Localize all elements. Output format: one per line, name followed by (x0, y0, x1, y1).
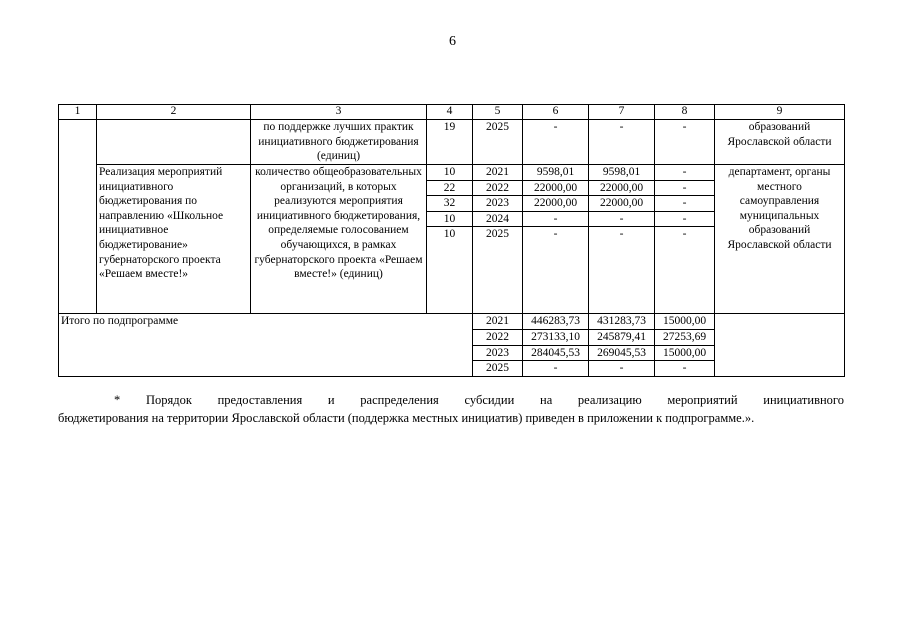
header-cell-7: 7 (589, 105, 655, 120)
executor-cell: департамент, органы местного самоуправления муниципальных образований Ярославской области (715, 165, 845, 314)
amount-cell: 269045,53 (589, 345, 655, 361)
amount-cell: 431283,73 (589, 314, 655, 330)
amount-cell: - (589, 227, 655, 314)
amount-cell: 446283,73 (523, 314, 589, 330)
year-cell: 2025 (473, 120, 523, 165)
amount-cell: - (655, 361, 715, 377)
total-label: Итого по подпрограмме (59, 314, 473, 376)
value-cell: 22 (427, 180, 473, 196)
header-cell-9: 9 (715, 105, 845, 120)
year-cell: 2021 (473, 314, 523, 330)
amount-cell: 27253,69 (655, 329, 715, 345)
activity-name-cell: Реализация мероприятий инициативного бюджетирования по направлению «Школьное инициативное бюджетирование» губернаторского проекта «Решаем вместе!» (97, 165, 251, 314)
amount-cell: 22000,00 (523, 196, 589, 212)
amount-cell: - (589, 120, 655, 165)
header-cell-6: 6 (523, 105, 589, 120)
year-cell: 2023 (473, 196, 523, 212)
footnote-line-1: * Порядок предоставления и распределения субсидии на реализацию мероприятий инициативного (114, 393, 844, 407)
value-cell: 10 (427, 227, 473, 314)
amount-cell: - (655, 120, 715, 165)
footnote-continuation: бюджетирования на территории Ярославской области (поддержка местных инициатив) приведен в приложении к подпрограмме.». (58, 411, 755, 425)
empty-number-cell (59, 120, 97, 314)
amount-cell: 273133,10 (523, 329, 589, 345)
amount-cell: 9598,01 (589, 165, 655, 181)
subprogram-table (58, 104, 845, 377)
amount-cell: - (523, 120, 589, 165)
header-cell-1: 1 (59, 105, 97, 120)
empty-cell (97, 120, 251, 165)
amount-cell: 15000,00 (655, 345, 715, 361)
year-cell: 2022 (473, 180, 523, 196)
header-cell-8: 8 (655, 105, 715, 120)
header-row (59, 105, 845, 120)
amount-cell: - (655, 196, 715, 212)
amount-cell: - (655, 165, 715, 181)
amount-cell: 245879,41 (589, 329, 655, 345)
total-row (59, 314, 845, 330)
executor-cell: образований Ярославской области (715, 120, 845, 165)
empty-cell (715, 314, 845, 376)
amount-cell: - (655, 180, 715, 196)
header-cell-2: 2 (97, 105, 251, 120)
value-cell: 32 (427, 196, 473, 212)
amount-cell: - (523, 211, 589, 227)
year-cell: 2023 (473, 345, 523, 361)
header-cell-4: 4 (427, 105, 473, 120)
amount-cell: 15000,00 (655, 314, 715, 330)
year-cell: 2024 (473, 211, 523, 227)
amount-cell: - (523, 227, 589, 314)
indicator-cell: по поддержке лучших практик инициативного бюджетирования (единиц) (251, 120, 427, 165)
amount-cell: 22000,00 (589, 180, 655, 196)
indicator-cell: количество общеобразовательных организаций, в которых реализуются мероприятия инициативного бюджетирования, определяемые голосованием обучающихся, в рамках губернаторского проекта «Решаем вместе!» (единиц) (251, 165, 427, 314)
amount-cell: - (589, 211, 655, 227)
value-cell: 10 (427, 165, 473, 181)
value-cell: 10 (427, 211, 473, 227)
amount-cell: - (655, 227, 715, 314)
year-cell: 2025 (473, 361, 523, 377)
amount-cell: 22000,00 (589, 196, 655, 212)
amount-cell: - (523, 361, 589, 377)
year-cell: 2025 (473, 227, 523, 314)
amount-cell: - (589, 361, 655, 377)
table-row (59, 165, 845, 181)
year-cell: 2022 (473, 329, 523, 345)
year-cell: 2021 (473, 165, 523, 181)
amount-cell: 22000,00 (523, 180, 589, 196)
page-number: 6 (449, 34, 456, 49)
amount-cell: 284045,53 (523, 345, 589, 361)
value-cell: 19 (427, 120, 473, 165)
amount-cell: - (655, 211, 715, 227)
header-cell-3: 3 (251, 105, 427, 120)
table-row (59, 120, 845, 165)
amount-cell: 9598,01 (523, 165, 589, 181)
footnote (58, 391, 844, 427)
header-cell-5: 5 (473, 105, 523, 120)
